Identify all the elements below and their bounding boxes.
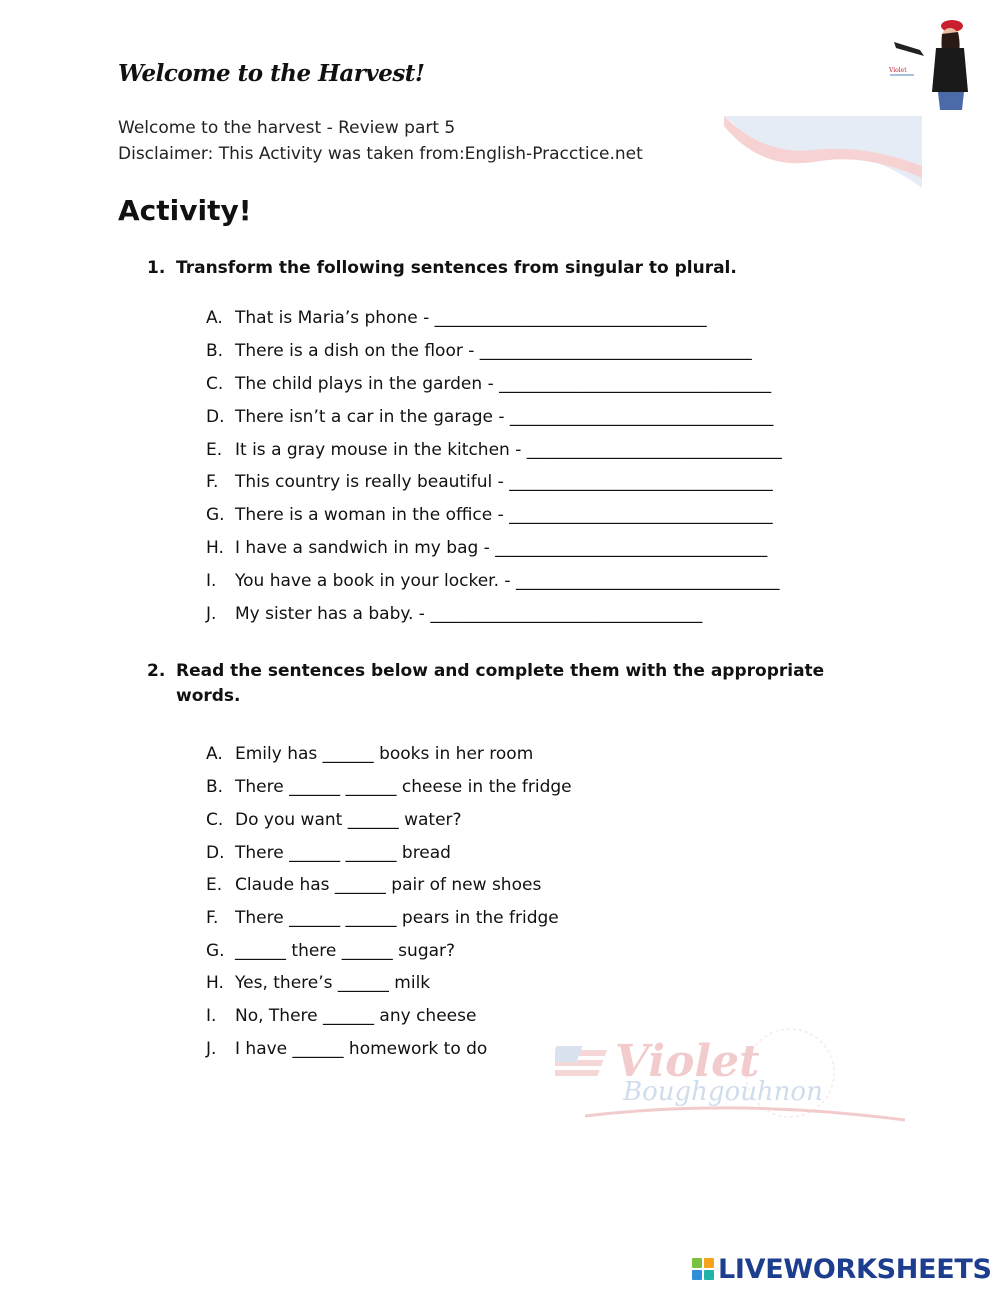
photo-logo-text: Violet bbox=[889, 67, 907, 74]
q2-item-text[interactable]: Claude has ______ pair of new shoes bbox=[235, 875, 542, 895]
q1-item-text[interactable]: The child plays in the garden - ________________________________ bbox=[235, 374, 772, 394]
q1-item-text[interactable]: This country is really beautiful - _______________________________ bbox=[235, 472, 773, 492]
q2-item-letter: G. bbox=[206, 941, 225, 961]
logo-box bbox=[704, 1270, 714, 1280]
q2-item-letter: J. bbox=[206, 1039, 217, 1059]
q1-item-letter: C. bbox=[206, 374, 224, 394]
q2-item-letter: B. bbox=[206, 777, 224, 797]
footer-brand-text: LIVEWORKSHEETS bbox=[718, 1253, 992, 1285]
q2-item-text[interactable]: There ______ ______ pears in the fridge bbox=[235, 908, 559, 928]
logo-color-boxes bbox=[692, 1258, 714, 1280]
liveworksheets-logo[interactable] bbox=[692, 1252, 992, 1286]
q2-item-text[interactable]: Emily has ______ books in her room bbox=[235, 744, 534, 764]
q1-item-letter: I. bbox=[206, 571, 217, 591]
author-photo bbox=[880, 14, 970, 110]
q1-item-text[interactable]: There is a dish on the floor - ________________________________ bbox=[235, 341, 752, 361]
q2-item-text[interactable]: I have ______ homework to do bbox=[235, 1039, 488, 1059]
q2-item-letter: F. bbox=[206, 908, 219, 928]
q2-item-text[interactable]: There ______ ______ bread bbox=[235, 843, 451, 863]
question-1-prompt: Transform the following sentences from singular to plural. bbox=[176, 258, 737, 278]
q2-item-text[interactable]: ______ there ______ sugar? bbox=[235, 941, 456, 961]
logo-box bbox=[692, 1270, 702, 1280]
watermark-name: Violet bbox=[615, 1036, 760, 1087]
q1-item-text[interactable]: That is Maria’s phone - ________________________________ bbox=[235, 308, 707, 328]
watermark-surname: Boughgouhnon bbox=[623, 1077, 823, 1107]
q2-item-letter: E. bbox=[206, 875, 223, 895]
q2-item-letter: I. bbox=[206, 1006, 217, 1026]
q2-item-letter: H. bbox=[206, 973, 224, 993]
q2-item-letter: A. bbox=[206, 744, 223, 764]
logo-box bbox=[704, 1258, 714, 1268]
activity-heading: Activity! bbox=[118, 194, 252, 227]
subtitle: Welcome to the harvest - Review part 5 bbox=[118, 118, 456, 138]
q1-item-letter: D. bbox=[206, 407, 225, 427]
question-2-prompt-line1: Read the sentences below and complete them with the appropriate bbox=[176, 661, 825, 681]
page-title: Welcome to the Harvest! bbox=[118, 60, 425, 87]
q2-item-text[interactable]: There ______ ______ cheese in the fridge bbox=[235, 777, 572, 797]
q1-item-text[interactable]: I have a sandwich in my bag - ________________________________ bbox=[235, 538, 768, 558]
q2-item-letter: D. bbox=[206, 843, 225, 863]
q1-item-letter: H. bbox=[206, 538, 224, 558]
q1-item-letter: B. bbox=[206, 341, 224, 361]
question-2-prompt-line2: words. bbox=[176, 686, 241, 706]
question-2-number: 2. bbox=[147, 661, 166, 681]
q1-item-letter: F. bbox=[206, 472, 219, 492]
q1-item-letter: J. bbox=[206, 604, 217, 624]
q1-item-text[interactable]: It is a gray mouse in the kitchen - ______________________________ bbox=[235, 440, 782, 460]
wave-decoration bbox=[724, 116, 922, 188]
q1-item-text[interactable]: You have a book in your locker. - _______________________________ bbox=[235, 571, 780, 591]
q2-item-text[interactable]: No, There ______ any cheese bbox=[235, 1006, 477, 1026]
q1-item-text[interactable]: My sister has a baby. - ________________________________ bbox=[235, 604, 703, 624]
q1-item-text[interactable]: There is a woman in the office - _______________________________ bbox=[235, 505, 773, 525]
q2-item-text[interactable]: Yes, there’s ______ milk bbox=[235, 973, 431, 993]
q1-item-letter: E. bbox=[206, 440, 223, 460]
question-1-number: 1. bbox=[147, 258, 166, 278]
disclaimer: Disclaimer: This Activity was taken from:English-Pracctice.net bbox=[118, 144, 643, 164]
logo-box bbox=[692, 1258, 702, 1268]
q2-item-letter: C. bbox=[206, 810, 224, 830]
q2-item-text[interactable]: Do you want ______ water? bbox=[235, 810, 462, 830]
q1-item-text[interactable]: There isn’t a car in the garage - _______________________________ bbox=[235, 407, 774, 427]
q1-item-letter: G. bbox=[206, 505, 225, 525]
q1-item-letter: A. bbox=[206, 308, 223, 328]
violet-watermark bbox=[555, 1028, 915, 1128]
